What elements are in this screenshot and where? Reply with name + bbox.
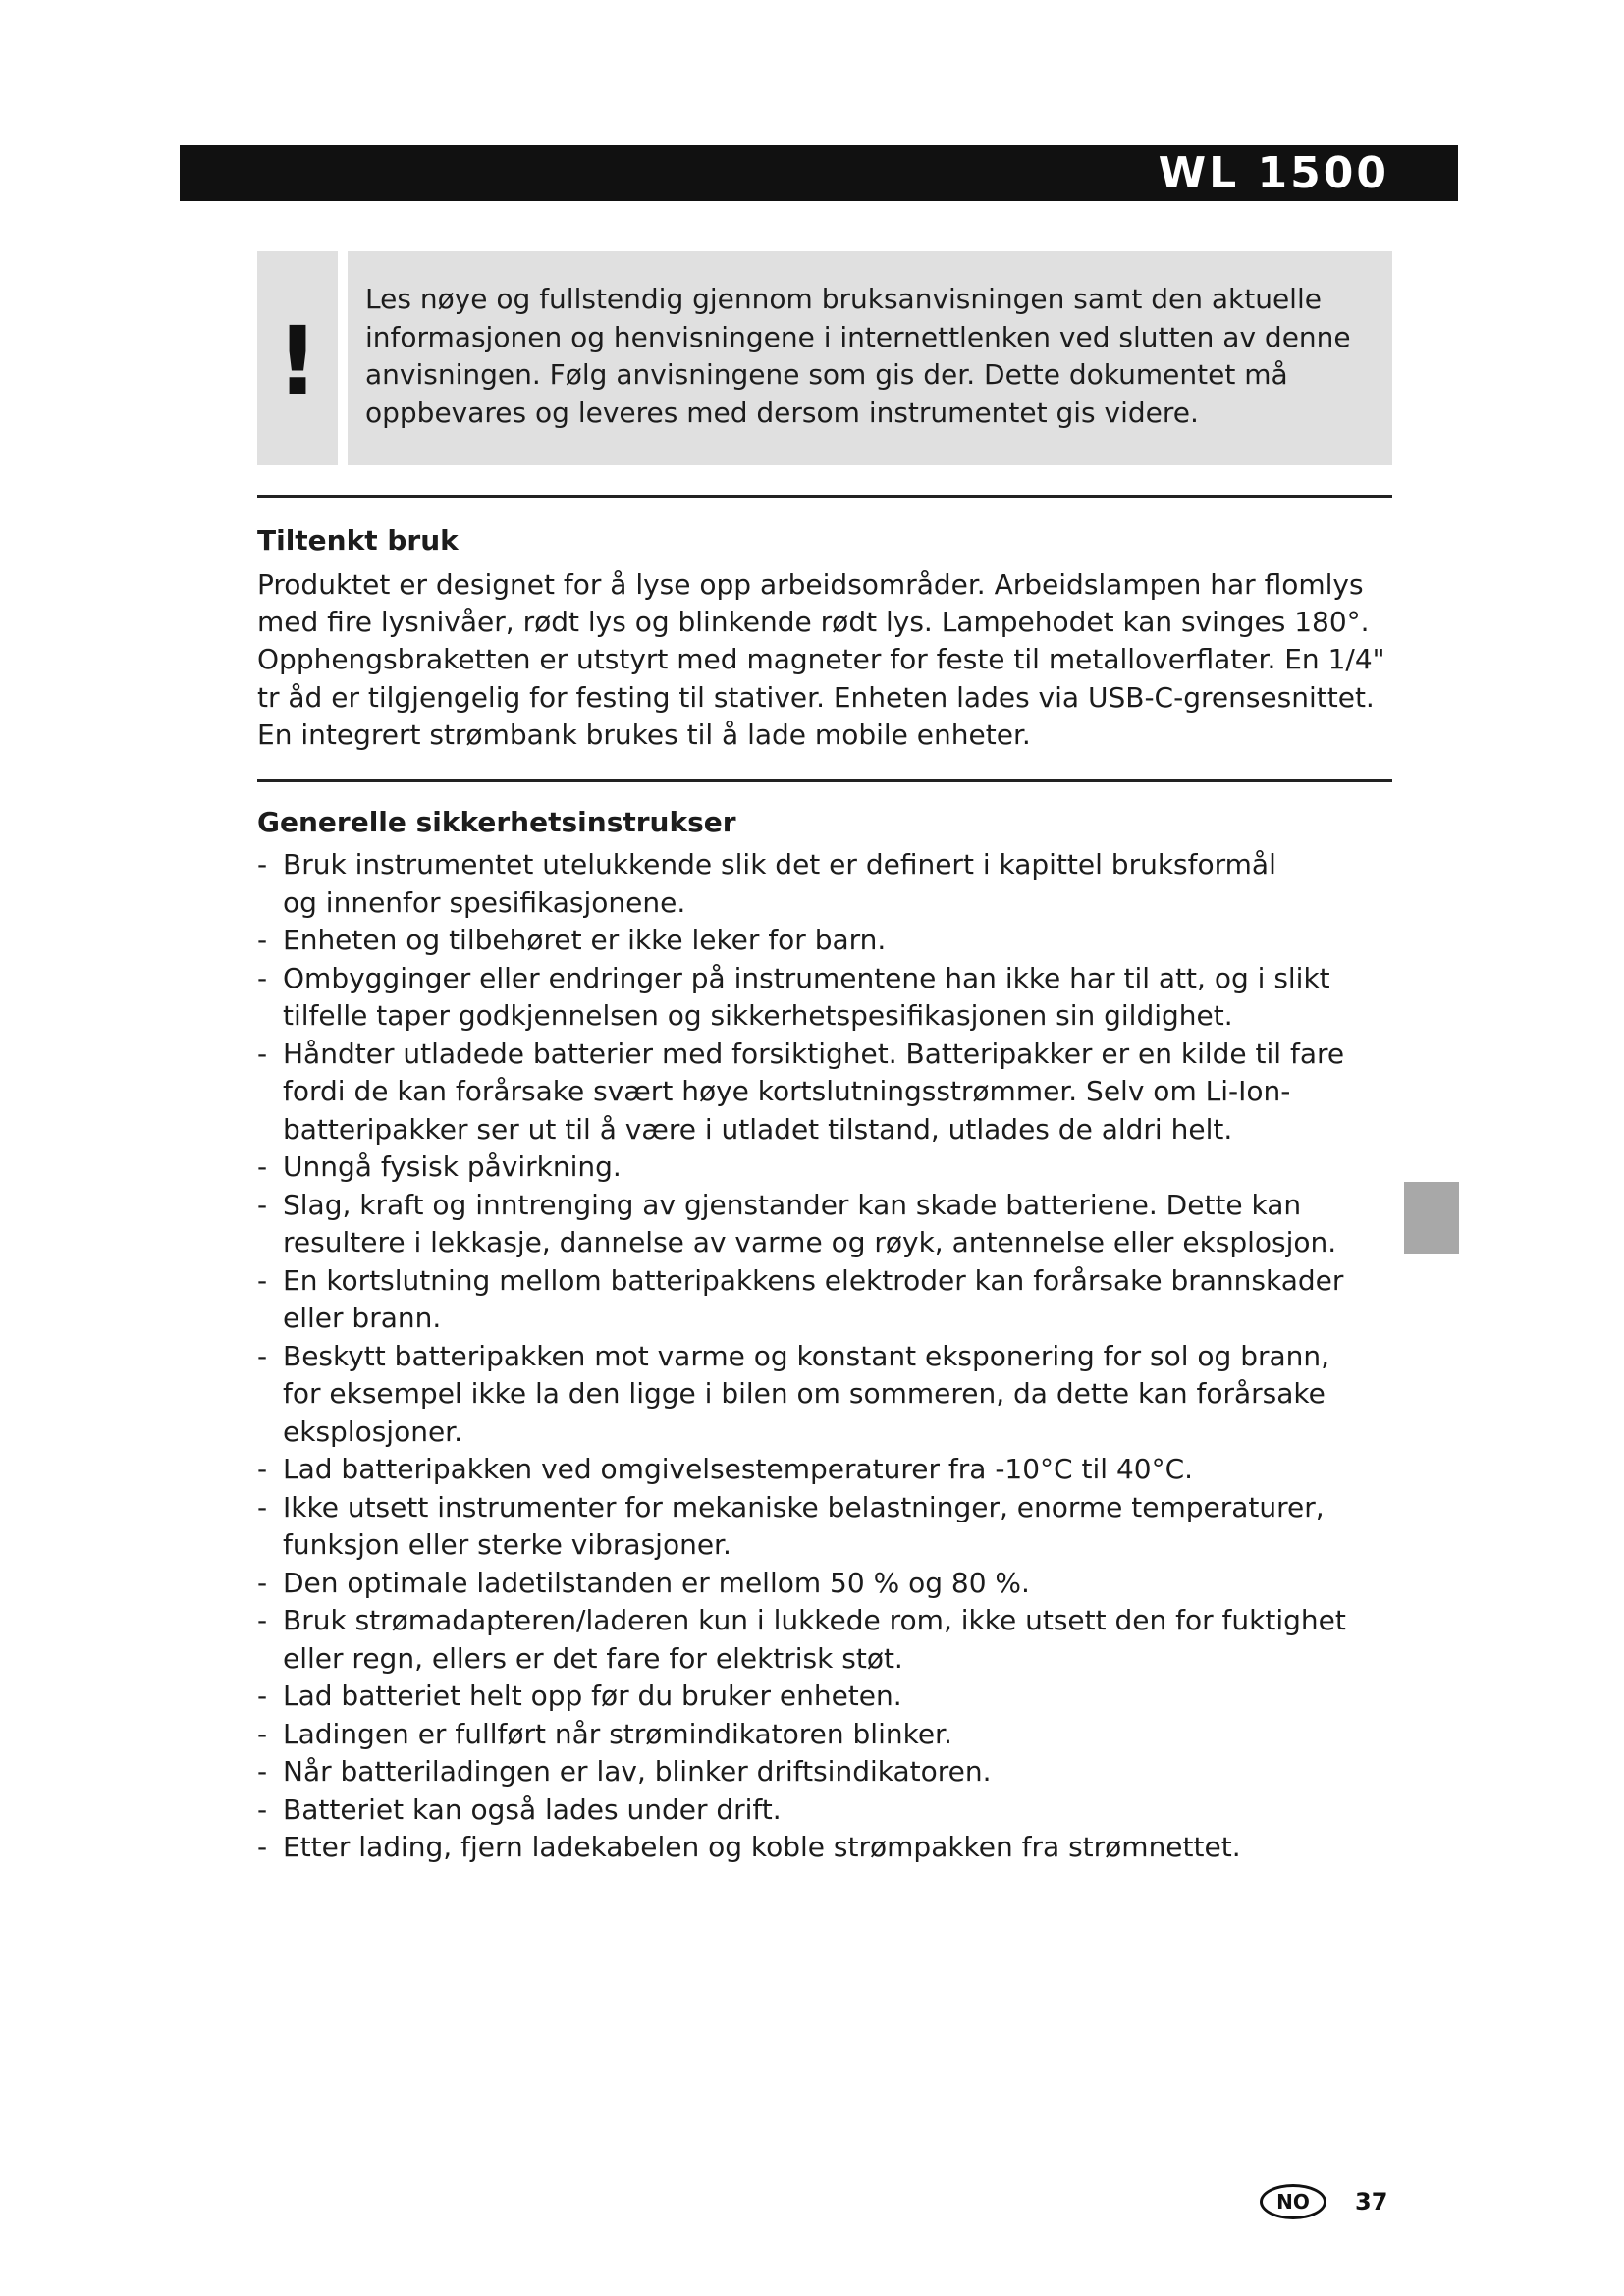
list-item: [257, 1829, 1392, 1867]
list-item: [257, 1565, 1392, 1603]
list-item: [257, 1678, 1392, 1716]
list-item: [257, 1451, 1392, 1489]
list-item: [257, 1148, 1392, 1187]
list-item: [257, 1338, 1392, 1452]
list-item-text: Når batteriladingen er lav, blinker driftsindikatoren.: [283, 1755, 992, 1788]
header-bar: [180, 145, 1458, 201]
notice-text: Les nøye og fullstendig gjennom bruksanvisningen samt den aktuelle informasjonen og henvisningene i internettlenken ved slutten av denne anvisningen. Følg anvisningene som gis der. Dette dokumentet må oppbevares og leveres med dersom instrumentet gis videre.: [365, 283, 1351, 429]
list-item-text: Ombygginger eller endringer på instrumentene han ikke har til att, og i slikt tilfelle taper godkjennelsen og sikkerhetspesifikasjonen sin gildighet.: [283, 961, 1330, 1032]
list-item-text: Bruk strømadapteren/laderen kun i lukkede rom, ikke utsett den for fuktighet eller regn, ellers er det fare for elektrisk støt.: [283, 1604, 1346, 1675]
section-divider: [257, 495, 1392, 498]
list-bullet: -: [257, 1453, 268, 1485]
section-divider: [257, 779, 1392, 782]
list-bullet: -: [257, 924, 268, 956]
list-item-text: Enheten og tilbehøret er ikke leker for barn.: [283, 924, 887, 956]
list-bullet: -: [257, 1490, 268, 1523]
list-item-text: Lad batteripakken ved omgivelsestemperaturer fra -10°C til 40°C.: [283, 1453, 1194, 1485]
list-item-text: Ikke utsett instrumenter for mekaniske belastninger, enorme temperaturer, funksjon eller sterke vibrasjoner.: [283, 1490, 1325, 1561]
list-item-text: Den optimale ladetilstanden er mellom 50 % og 80 %.: [283, 1566, 1030, 1599]
list-item: [257, 1036, 1392, 1149]
list-bullet: -: [257, 1263, 268, 1297]
list-item: [257, 1187, 1392, 1262]
list-item: [257, 1489, 1392, 1565]
list-item: [257, 922, 1392, 960]
list-bullet: -: [257, 1680, 268, 1712]
list-item: [257, 960, 1392, 1036]
list-item-text: Bruk instrumentet utelukkende slik det er definert i kapittel bruksformål og innenfor spesifikasjonene.: [283, 848, 1276, 919]
list-bullet: -: [257, 1792, 268, 1826]
language-badge: NO: [1260, 2184, 1326, 2219]
page-number: 37: [1355, 2188, 1388, 2216]
safety-instruction-list: [257, 846, 1392, 1867]
safety-heading: Generelle sikkerhetsinstrukser: [257, 806, 736, 838]
list-item: [257, 1791, 1392, 1830]
list-bullet: -: [257, 1339, 268, 1372]
list-item: [257, 846, 1392, 922]
list-item-text: Ladingen er fullført når strømindikatoren blinker.: [283, 1717, 952, 1750]
list-bullet: -: [257, 1717, 268, 1750]
list-item: [257, 1716, 1392, 1754]
list-item: [257, 1262, 1392, 1338]
list-item: [257, 1602, 1392, 1678]
chapter-tab: [1404, 1182, 1459, 1254]
intended-use-heading: Tiltenkt bruk: [257, 524, 459, 557]
list-item-text: Etter lading, fjern ladekabelen og koble strømpakken fra strømnettet.: [283, 1831, 1241, 1863]
list-bullet: -: [257, 961, 268, 994]
notice-icon-box: [257, 251, 338, 465]
list-item-text: Lad batteriet helt opp før du bruker enheten.: [283, 1680, 902, 1712]
exclamation-icon: !: [276, 306, 319, 416]
list-bullet: -: [257, 1037, 268, 1070]
intended-use-text: Produktet er designet for å lyse opp arbeidsområder. Arbeidslampen har flomlys med fire lysnivåer, rødt lys og blinkende rødt lys. Lampehodet kan svinges 180°. Opphengsbraketten er utstyrt med magneter for feste til metalloverflater. En 1/4" tr åd er tilgjengelig for festing til stativer. Enheten lades via USB-C-grensesnittet. En integrert strømbank brukes til å lade mobile enheter.: [257, 568, 1385, 751]
list-bullet: -: [257, 1188, 268, 1221]
list-bullet: -: [257, 1831, 268, 1863]
list-item-text: Batteriet kan også lades under drift.: [283, 1792, 782, 1826]
list-bullet: -: [257, 1755, 268, 1788]
list-item: [257, 1753, 1392, 1791]
list-bullet: -: [257, 848, 268, 881]
list-item-text: Unngå fysisk påvirkning.: [283, 1150, 622, 1183]
list-item-text: Håndter utladede batterier med forsiktighet. Batteripakker er en kilde til fare fordi de kan forårsake svært høye kortslutningsstrømmer. Selv om Li-Ion- batteripakker ser ut til å være i utladet tilstand, utlades de aldri helt.: [283, 1037, 1345, 1146]
list-bullet: -: [257, 1150, 268, 1183]
notice-box: [348, 251, 1392, 465]
list-item-text: Slag, kraft og inntrenging av gjenstander kan skade batteriene. Dette kan resultere i lekkasje, dannelse av varme og røyk, antennelse eller eksplosjon.: [283, 1188, 1337, 1258]
list-item-text: Beskytt batteripakken mot varme og konstant eksponering for sol og brann, for eksempel ikke la den ligge i bilen om sommeren, da dette kan forårsake eksplosjoner.: [283, 1339, 1330, 1448]
list-item-text: En kortslutning mellom batteripakkens elektroder kan forårsake brannskader eller brann.: [283, 1263, 1344, 1334]
list-bullet: -: [257, 1566, 268, 1599]
list-bullet: -: [257, 1604, 268, 1636]
model-title: WL 1500: [1158, 148, 1389, 198]
